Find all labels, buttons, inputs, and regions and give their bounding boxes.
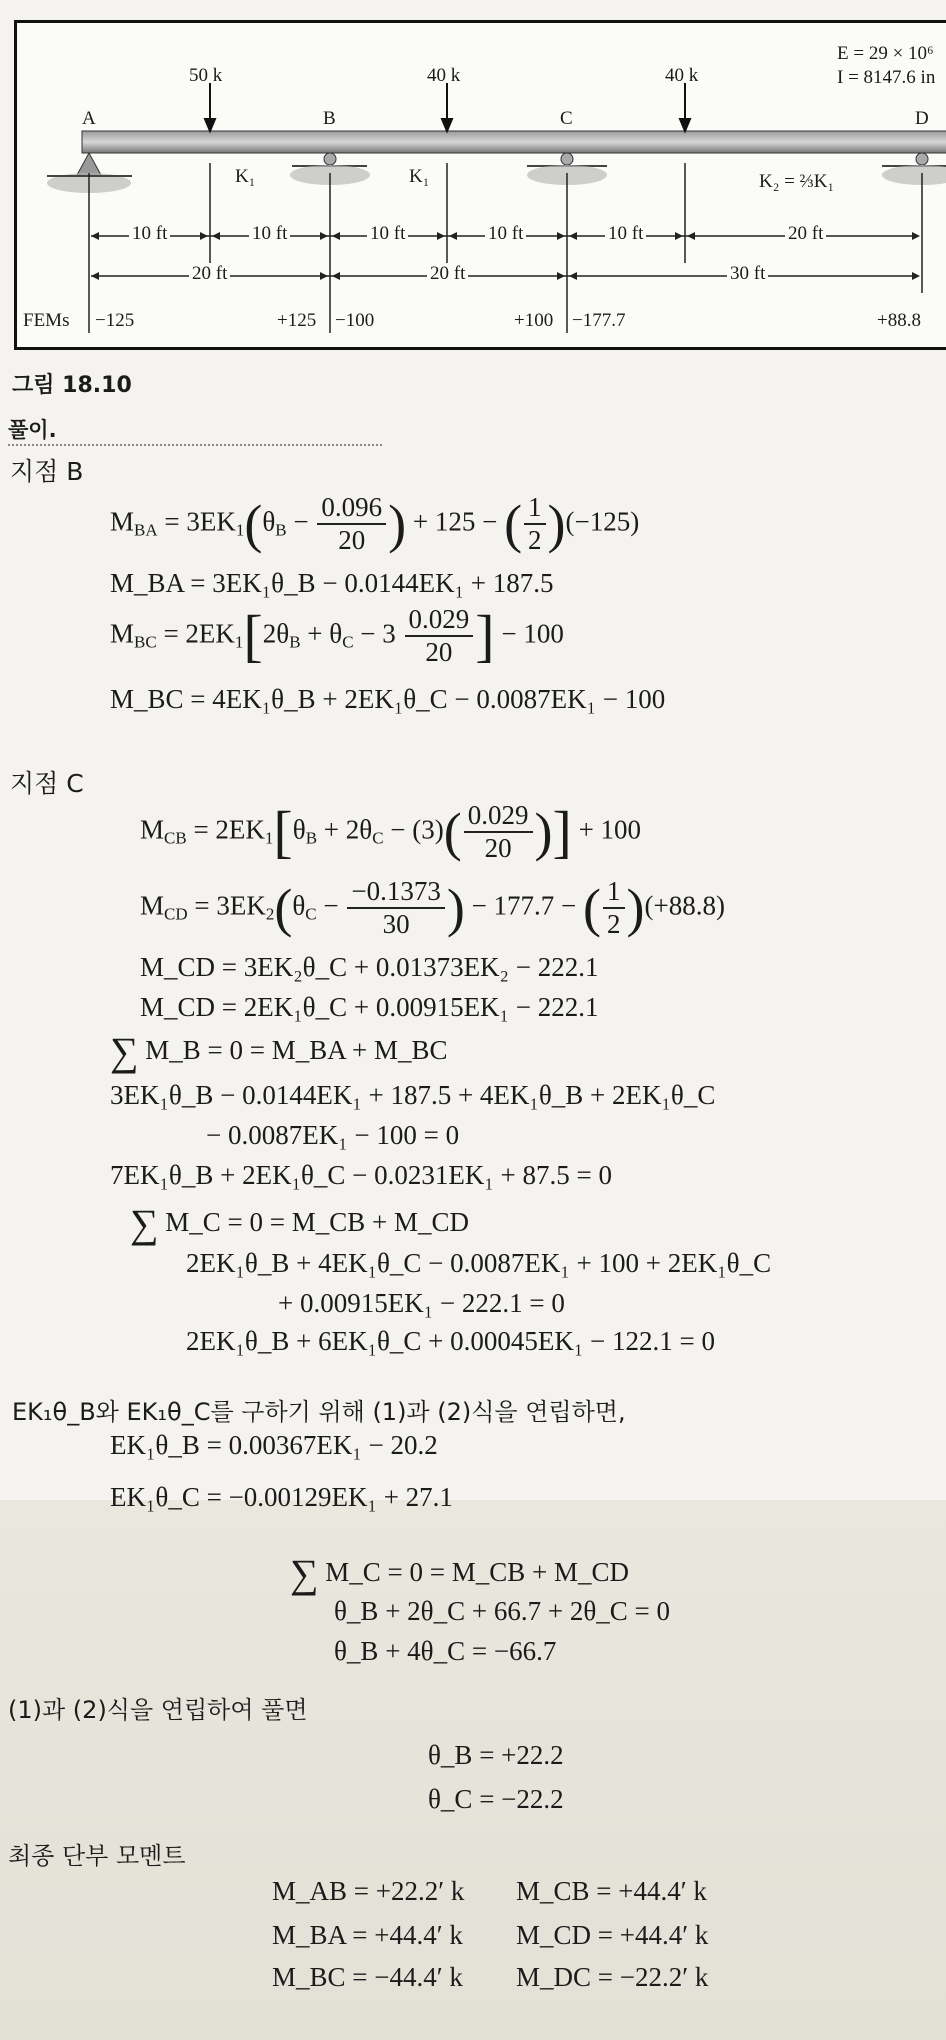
solve-intro-2: (1)과 (2)식을 연립하여 풀면 <box>8 1696 308 1724</box>
dim-5: 10 ft <box>605 223 646 245</box>
eq-sc-2: + 0.00915EK₁ − 222.1 = 0 <box>278 1288 565 1318</box>
stiffness-label-3: K₂ = ⅔K₁ <box>759 171 835 192</box>
final-mdc: M_DC = −22.2′ k <box>516 1962 709 1992</box>
support-label-c: C <box>560 108 573 129</box>
load-label-3: 40 k <box>665 65 699 86</box>
eq-result-c: EK₁θ_C = −0.00129EK₁ + 27.1 <box>110 1482 453 1512</box>
solve-intro: EK₁θ_B와 EK₁θ_C를 구하기 위해 (1)과 (2)식을 연립하면, <box>12 1398 626 1426</box>
eq-mcd-1: $M_{CD} = 3EK_2(\theta_C$ − $\frac{-0.1373}{30}$ ) − 177.7 − ( $\frac{1}{2}$ )(+88.8) <box>140 876 725 940</box>
support-label-d: D <box>915 108 929 129</box>
support-label-b: B <box>323 108 336 129</box>
dim-1: 10 ft <box>129 223 170 245</box>
eq-mcd-3: M_CD = 2EK₁θ_C + 0.00915EK₁ − 222.1 <box>140 992 599 1022</box>
eq-sb-2: − 0.0087EK₁ − 100 = 0 <box>206 1120 460 1150</box>
joint-c-heading: 지점 C <box>10 769 84 798</box>
dim-6: 20 ft <box>785 223 826 245</box>
dim-3: 10 ft <box>367 223 408 245</box>
eq-mba-1: $M_{BA} = 3EK_1(\theta_B$ − $\frac{0.096}{20}$ ) + 125 − ( $\frac{1}{2}$ )(−125) <box>110 492 640 556</box>
final-mcd: M_CD = +44.4′ k <box>516 1920 709 1950</box>
fem-ab: −125 <box>95 310 135 331</box>
eq-mbc-1: $M_{BC} = 2EK_1[2\theta_B + \theta_C - 3$ $\frac{0.029}{20}$ ] − 100 <box>110 603 564 669</box>
final-moments-heading: 최종 단부 모멘트 <box>8 1842 186 1870</box>
eq-sc-1: 2EK₁θ_B + 4EK₁θ_C − 0.0087EK₁ + 100 + 2EK₁θ_C <box>186 1248 772 1278</box>
dim-span-cd: 30 ft <box>727 263 768 285</box>
dim-2: 10 ft <box>249 223 290 245</box>
eq-sum-mb: ∑ M_B = 0 = M_BA + M_BC <box>110 1029 448 1074</box>
material-e: E = 29 × 10⁶ <box>837 43 934 64</box>
stiffness-label-1: K₁ <box>235 166 256 187</box>
eq-sum-mc: ∑ M_C = 0 = M_CB + M_CD <box>130 1201 470 1246</box>
dim-span-bc: 20 ft <box>427 263 468 285</box>
beam-figure <box>14 20 946 350</box>
solution-label: 풀이. <box>8 418 57 442</box>
fem-cb: +100 <box>514 310 554 331</box>
figure-caption: 그림 18.10 <box>12 373 132 398</box>
fem-ba: +125 <box>277 310 317 331</box>
eq-sc-3: 2EK₁θ_B + 6EK₁θ_C + 0.00045EK₁ − 122.1 = 0 <box>186 1326 716 1356</box>
roller-support-d <box>882 153 946 185</box>
dotted-rule <box>8 444 382 446</box>
final-mbc: M_BC = −44.4′ k <box>272 1962 463 1992</box>
eq-sum-mc-2: ∑ M_C = 0 = M_CB + M_CD <box>290 1551 630 1596</box>
stiffness-label-2: K₁ <box>409 166 430 187</box>
final-mab: M_AB = +22.2′ k <box>272 1876 465 1906</box>
eq-mcb-1: $M_{CB} = 2EK_1[\theta_B + 2\theta_C - (3)$( $\frac{0.029}{20}$ )] + 100 <box>140 799 642 865</box>
final-mba: M_BA = +44.4′ k <box>272 1920 463 1950</box>
eq-result-b: EK₁θ_B = 0.00367EK₁ − 20.2 <box>110 1430 438 1460</box>
beam <box>82 131 946 153</box>
eq-mbc-2: M_BC = 4EK₁θ_B + 2EK₁θ_C − 0.0087EK₁ − 100 <box>110 684 666 714</box>
eq-mcd-2: M_CD = 3EK₂θ_C + 0.01373EK₂ − 222.1 <box>140 952 599 982</box>
eq-theta-b: θ_B = +22.2 <box>428 1740 564 1770</box>
eq-mba-2: M_BA = 3EK₁θ_B − 0.0144EK₁ + 187.5 <box>110 568 554 598</box>
dim-span-ab: 20 ft <box>189 263 230 285</box>
fem-bc: −100 <box>335 310 375 331</box>
load-label-1: 50 k <box>189 65 223 86</box>
final-mcb: M_CB = +44.4′ k <box>516 1876 707 1906</box>
fem-dc: +88.8 <box>877 310 921 331</box>
fems-label: FEMs <box>23 310 70 331</box>
eq-u2: θ_B + 4θ_C = −66.7 <box>334 1636 557 1666</box>
dim-4: 10 ft <box>485 223 526 245</box>
joint-b-heading: 지점 B <box>10 457 84 486</box>
eq-sb-3: 7EK₁θ_B + 2EK₁θ_C − 0.0231EK₁ + 87.5 = 0 <box>110 1160 613 1190</box>
support-label-a: A <box>82 108 96 129</box>
eq-sb-1: 3EK₁θ_B − 0.0144EK₁ + 187.5 + 4EK₁θ_B + 2EK₁θ_C <box>110 1080 716 1110</box>
load-label-2: 40 k <box>427 65 461 86</box>
eq-theta-c: θ_C = −22.2 <box>428 1784 564 1814</box>
eq-u1: θ_B + 2θ_C + 66.7 + 2θ_C = 0 <box>334 1596 670 1626</box>
material-i: I = 8147.6 in <box>837 67 936 88</box>
fem-cd: −177.7 <box>572 310 626 331</box>
